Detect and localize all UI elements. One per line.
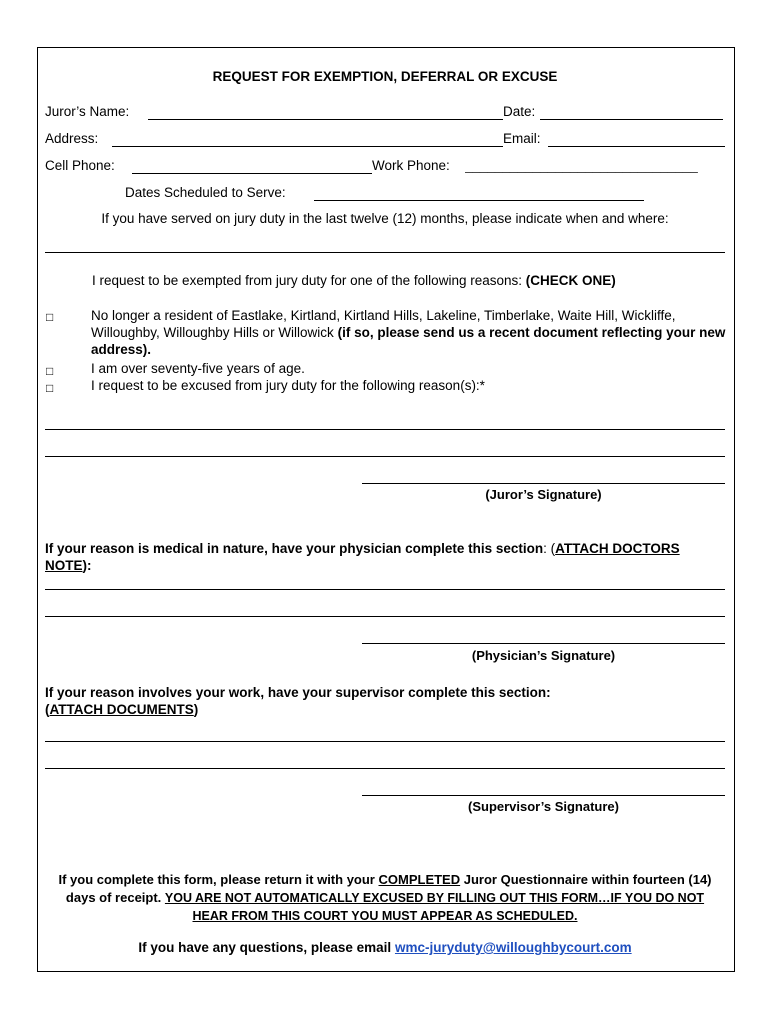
footer-completed: COMPLETED xyxy=(378,872,461,887)
footer-questions xyxy=(0,940,770,955)
form-title: REQUEST FOR EXEMPTION, DEFERRAL OR EXCUSE xyxy=(212,69,558,84)
cell-phone-field[interactable] xyxy=(132,173,372,174)
served-question: If you have served on jury duty in the last twelve (12) months, please indicate when and where: xyxy=(101,211,669,226)
work-close: ) xyxy=(193,702,199,717)
option-excused: I request to be excused from jury duty for the following reason(s):* xyxy=(91,378,485,393)
work-phone-label: Work Phone: xyxy=(372,158,450,173)
checkbox-age[interactable]: □ xyxy=(46,364,54,378)
address-label: Address: xyxy=(45,131,99,146)
option-resident xyxy=(91,307,731,358)
medical-attach: ATTACH DOCTORS NOTE xyxy=(45,541,680,573)
address-field[interactable] xyxy=(112,146,503,147)
footer-part2: Juror Questionnaire within fourteen (14) days of receipt. xyxy=(65,872,712,905)
dates-scheduled-field[interactable] xyxy=(314,200,644,201)
email-label: Email: xyxy=(503,131,541,146)
medical-line-1[interactable] xyxy=(45,589,725,590)
work-phone-field[interactable]: _______________________________ xyxy=(465,158,698,173)
checkbox-excused[interactable]: □ xyxy=(46,381,54,395)
option-resident-text: No longer a resident of Eastlake, Kirtland, Kirtland Hills, Lakeline, Timberlake, Waite Hill, Wickliffe, Willoughby, Willoughby Hills or Willowick xyxy=(91,308,676,340)
footer-questions-text: If you have any questions, please email xyxy=(138,940,392,955)
dates-scheduled-label: Dates Scheduled to Serve: xyxy=(125,185,286,200)
contact-email-link[interactable]: wmc-juryduty@willoughbycourt.com xyxy=(394,940,632,955)
reason-line-1[interactable] xyxy=(45,429,725,430)
email-field[interactable] xyxy=(548,146,725,147)
physician-signature-line[interactable] xyxy=(362,643,725,644)
exempt-intro: I request to be exempted from jury duty for one of the following reasons: xyxy=(92,273,522,288)
juror-signature-label: (Juror’s Signature) xyxy=(485,487,602,502)
date-field[interactable] xyxy=(540,119,723,120)
medical-line-2[interactable] xyxy=(45,616,725,617)
work-line-2[interactable] xyxy=(45,768,725,769)
cell-phone-label: Cell Phone: xyxy=(45,158,115,173)
medical-text: If your reason is medical in nature, have your physician complete this section xyxy=(45,541,544,556)
medical-sep: : ( xyxy=(543,541,556,556)
reason-line-2[interactable] xyxy=(45,456,725,457)
medical-end: ): xyxy=(82,558,92,573)
work-text: If your reason involves your work, have your supervisor complete this section: xyxy=(45,685,551,700)
footer-part1: If you complete this form, please return it with your xyxy=(58,872,375,887)
work-attach: ATTACH DOCUMENTS xyxy=(49,702,194,717)
supervisor-signature-line[interactable] xyxy=(362,795,725,796)
work-instructions xyxy=(45,684,715,718)
juror-signature-line[interactable] xyxy=(362,483,725,484)
option-age: I am over seventy-five years of age. xyxy=(91,361,305,376)
physician-signature-label: (Physician’s Signature) xyxy=(471,648,616,663)
footer-warning: YOU ARE NOT AUTOMATICALLY EXCUSED BY FILLING OUT THIS FORM…IF YOU DO NOT HEAR FROM THIS COURT YOU MUST APPEAR AS SCHEDULED. xyxy=(164,891,705,923)
check-one-label: (CHECK ONE) xyxy=(525,273,616,288)
date-label: Date: xyxy=(503,104,536,119)
checkbox-resident[interactable]: □ xyxy=(46,310,54,324)
supervisor-signature-label: (Supervisor’s Signature) xyxy=(468,799,619,814)
medical-instructions xyxy=(45,540,715,574)
footer-instructions xyxy=(50,871,720,925)
work-line-1[interactable] xyxy=(45,741,725,742)
served-answer-line[interactable] xyxy=(45,252,725,253)
juror-name-label: Juror’s Name: xyxy=(45,104,130,119)
juror-name-field[interactable] xyxy=(148,119,503,120)
option-resident-note: (if so, please send us a recent document reflecting your new address). xyxy=(91,325,726,357)
work-open: ( xyxy=(45,702,50,717)
